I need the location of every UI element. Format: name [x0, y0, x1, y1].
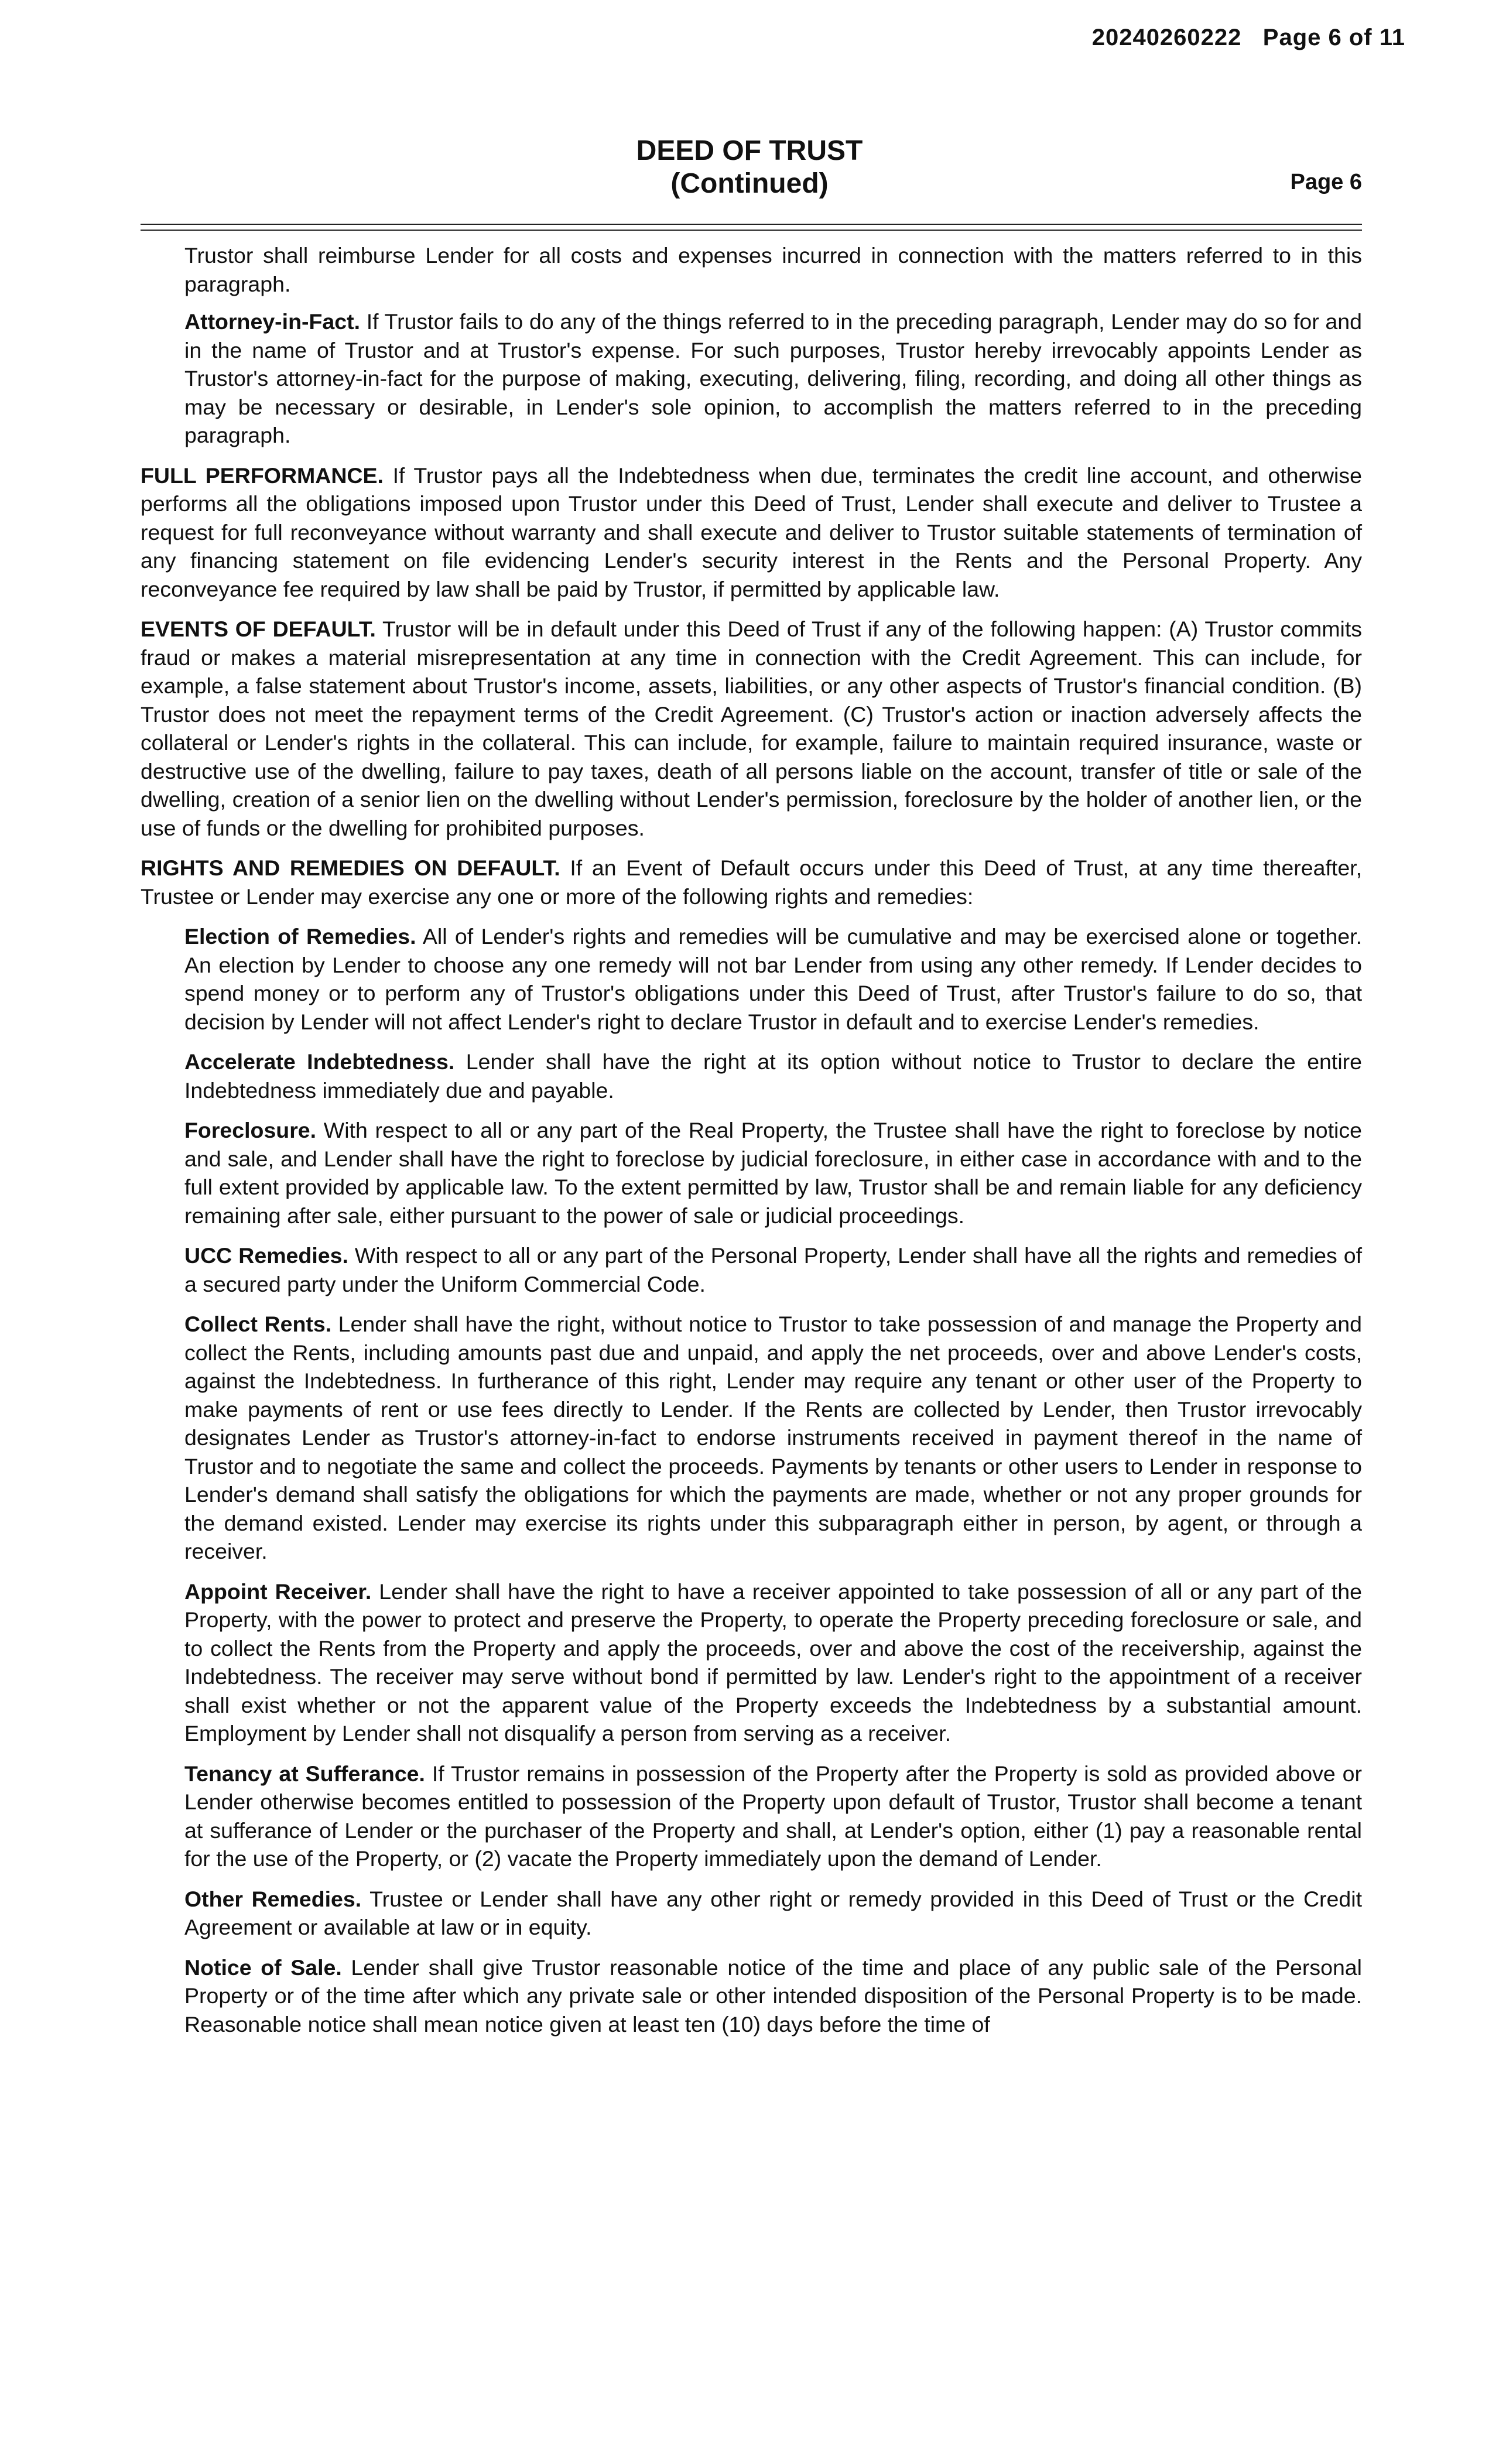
- paragraph-text: If Trustor fails to do any of the things referred to in the preceding paragraph, Lender may do so for and in the name of Trustor and at Trustor's expense. For such purposes, Trustor hereby irrevocably appoints Lender as Trustor's attorney-in-fact for the purpose of making, executing, delivering, filing, recording, and doing all other things as may be necessary or desirable, in Lender's sole opinion, to accomplish the matters referred to in the preceding paragraph.: [184, 309, 1362, 447]
- paragraph-heading: Accelerate Indebtedness.: [184, 1049, 455, 1074]
- paragraph-heading: UCC Remedies.: [184, 1243, 348, 1268]
- paragraph-foreclosure: [184, 1116, 1362, 1230]
- paragraph-text: Lender shall have the right, without notice to Trustor to take possession of and manage the Property and collect the Rents, including amounts past due and unpaid, and apply the net proceeds, over and above Lender's costs, against the Indebtedness. In furtherance of this right, Lender may require any tenant or other user of the Property to make payments of rent or use fees directly to Lender. If the Rents are collected by Lender, then Trustor irrevocably designates Lender as Trustor's attorney-in-fact to endorse instruments received in payment thereof in the name of Trustor and to negotiate the same and collect the proceeds. Payments by tenants or other users to Lender in response to Lender's demand shall satisfy the obligations for which the payments are made, whether or not any proper grounds for the demand existed. Lender may exercise its rights under this subparagraph either in person, by agent, or through a receiver.: [184, 1312, 1363, 1563]
- header-divider-top: [141, 224, 1362, 225]
- paragraph-heading: EVENTS OF DEFAULT.: [141, 617, 376, 641]
- paragraph-text: With respect to all or any part of the Personal Property, Lender shall have all the rights and remedies of a secured party under the Uniform Commercial Code.: [184, 1243, 1362, 1296]
- paragraph-text: Trustor shall reimburse Lender for all costs and expenses incurred in connection with the matters referred to in this paragraph.: [184, 243, 1362, 296]
- paragraph-heading: Appoint Receiver.: [184, 1579, 372, 1604]
- paragraph-collect-rents: [184, 1310, 1362, 1566]
- paragraph-heading: Notice of Sale.: [184, 1955, 342, 1980]
- paragraph-attorney-in-fact: [184, 307, 1362, 450]
- paragraph-election-of-remedies: [184, 922, 1362, 1036]
- paragraph-text: Lender shall give Trustor reasonable notice of the time and place of any public sale of the Personal Property or of the time after which any private sale or other intended disposition of the Personal Property is to be made. Reasonable notice shall mean notice given at least ten (10) days before the time of: [184, 1955, 1362, 2037]
- paragraph-text: Trustor will be in default under this Deed of Trust if any of the following happen: (A) Trustor commits fraud or makes a material misrepresentation at any time in connection with the Credit Agreement. This can include, for example, a false statement about Trustor's income, assets, liabilities, or any other aspects of Trustor's financial condition. (B) Trustor does not meet the repayment terms of the Credit Agreement. (C) Trustor's action or inaction adversely affects the collateral or Lender's rights in the collateral. This can include, for example, failure to maintain required insurance, waste or destructive use of the dwelling, failure to pay taxes, death of all persons liable on the account, transfer of title or sale of the dwelling, creation of a senior lien on the dwelling without Lender's permission, foreclosure by the holder of another lien, or the use of funds or the dwelling for prohibited purposes.: [141, 617, 1363, 840]
- document-subtitle: (Continued): [670, 168, 829, 199]
- paragraph-heading: FULL PERFORMANCE.: [141, 463, 384, 488]
- paragraph-reimburse: [184, 241, 1362, 298]
- page-label: Page 6: [1290, 170, 1362, 194]
- paragraph-text: Lender shall have the right at its option without notice to Trustor to declare the entire Indebtedness immediately due and payable.: [184, 1049, 1362, 1103]
- paragraph-heading: Foreclosure.: [184, 1118, 317, 1142]
- paragraph-text: If Trustor pays all the Indebtedness when due, terminates the credit line account, and otherwise performs all the obligations imposed upon Trustor under this Deed of Trust, Lender shall execute and deliver to Trustee a request for full reconveyance without warranty and shall execute and deliver to Trustor suitable statements of termination of any financing statement on file evidencing Lender's security interest in the Rents and the Personal Property. Any reconveyance fee required by law shall be paid by Trustor, if permitted by applicable law.: [141, 463, 1362, 601]
- paragraph-notice-of-sale: [184, 1953, 1362, 2039]
- page-of-indicator: Page 6 of 11: [1262, 25, 1405, 50]
- paragraph-heading: RIGHTS AND REMEDIES ON DEFAULT.: [141, 855, 560, 880]
- paragraph-heading: Other Remedies.: [184, 1886, 362, 1911]
- document-title: DEED OF TRUST: [636, 135, 863, 166]
- paragraph-text: With respect to all or any part of the Real Property, the Trustee shall have the right to foreclose by notice and sale, and Lender shall have the right to foreclose by judicial foreclosure, in either case in accordance with and to the full extent provided by applicable law. To the extent permitted by law, Trustor shall be and remain liable for any deficiency remaining after sale, either pursuant to the power of sale or judicial proceedings.: [184, 1118, 1362, 1228]
- paragraph-appoint-receiver: [184, 1577, 1362, 1748]
- paragraph-heading: Collect Rents.: [184, 1312, 332, 1336]
- paragraph-ucc-remedies: [184, 1241, 1362, 1298]
- paragraph-text: All of Lender's rights and remedies will be cumulative and may be exercised alone or together. An election by Lender to choose any one remedy will not bar Lender from using any other remedy. If Lender decides to spend money or to perform any of Trustor's obligations under this Deed of Trust, after Trustor's failure to do so, that decision by Lender will not affect Lender's right to declare Trustor in default and to exercise Lender's remedies.: [184, 924, 1362, 1034]
- paragraph-text: If Trustor remains in possession of the Property after the Property is sold as provided above or Lender otherwise becomes entitled to possession of the Property upon default of Trustor, Trustor shall become a tenant at sufferance of Lender or the purchaser of the Property and shall, at Lender's option, either (1) pay a reasonable rental for the use of the Property, or (2) vacate the Property immediately upon the demand of Lender.: [184, 1761, 1363, 1871]
- paragraph-heading: Attorney-in-Fact.: [184, 309, 360, 334]
- paragraph-accelerate-indebtedness: [184, 1048, 1362, 1104]
- recording-number: 20240260222: [1091, 25, 1242, 50]
- paragraph-heading: Election of Remedies.: [184, 924, 416, 949]
- paragraph-text: Trustee or Lender shall have any other right or remedy provided in this Deed of Trust or the Credit Agreement or available at law or in equity.: [184, 1886, 1362, 1939]
- paragraph-text: Lender shall have the right to have a receiver appointed to take possession of all or any part of the Property, with the power to protect and preserve the Property, to operate the Property preceding foreclosure or sale, and to collect the Rents from the Property and apply the proceeds, over and above the cost of the receivership, against the Indebtedness. The receiver may serve without bond if permitted by law. Lender's right to the appointment of a receiver shall exist whether or not the apparent value of the Property exceeds the Indebtedness by a substantial amount. Employment by Lender shall not disqualify a person from serving as a receiver.: [184, 1579, 1362, 1746]
- paragraph-text: If an Event of Default occurs under this Deed of Trust, at any time thereafter, Trustee or Lender may exercise any one or more of the following rights and remedies:: [141, 855, 1363, 909]
- paragraph-tenancy-at-sufferance: [184, 1760, 1362, 1873]
- header-divider-bottom: [141, 230, 1362, 231]
- document-number-header: [1092, 25, 1405, 51]
- document-body: [141, 241, 1362, 2050]
- paragraph-events-of-default: [141, 615, 1362, 842]
- paragraph-other-remedies: [184, 1885, 1362, 1942]
- title-block: [0, 135, 1499, 200]
- paragraph-heading: Tenancy at Sufferance.: [184, 1761, 425, 1786]
- paragraph-full-performance: [141, 461, 1362, 604]
- paragraph-rights-and-remedies: [141, 854, 1362, 911]
